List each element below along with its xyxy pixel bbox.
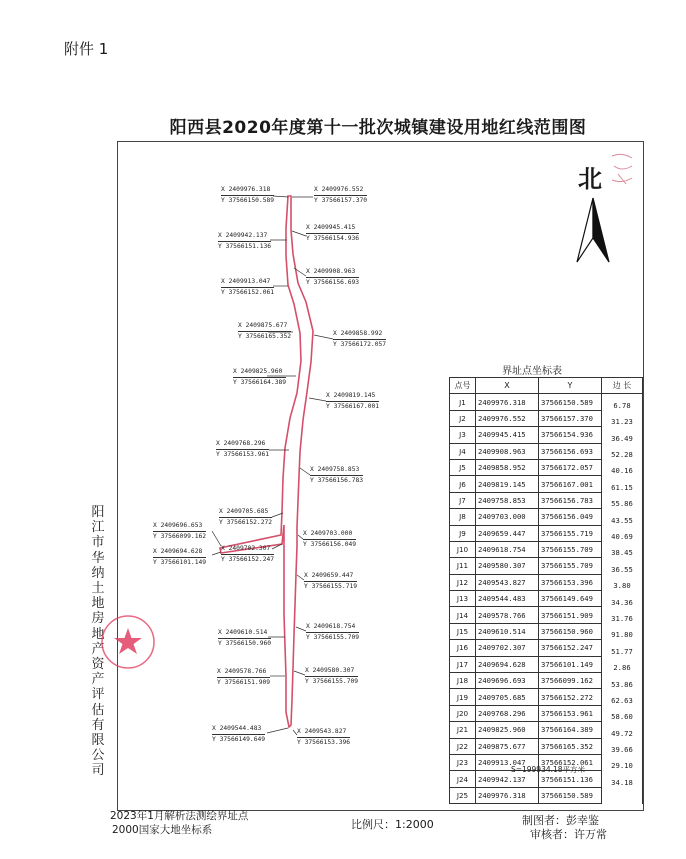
coord-label: X 2409908.963 Y 37566156.693 bbox=[306, 268, 360, 286]
area-label: S=199934.18平方米 bbox=[510, 765, 586, 774]
side-length-value: 6.78 bbox=[613, 401, 631, 411]
document-title: 阳西县2020年度第十一批次城镇建设用地红线范围图 bbox=[169, 118, 587, 138]
x-cell: 2409610.514 bbox=[476, 623, 539, 639]
point-cell: J13 bbox=[450, 591, 476, 607]
side-length-cell bbox=[602, 558, 643, 574]
point-cell: J24 bbox=[450, 771, 476, 787]
y-cell: 37566165.352 bbox=[539, 738, 602, 754]
point-cell: J8 bbox=[450, 509, 476, 525]
side-length-value: 40.16 bbox=[611, 466, 633, 476]
coord-label: X 2409825.960 Y 37566164.389 bbox=[233, 368, 287, 386]
side-length-value: 36.49 bbox=[611, 433, 633, 443]
side-length-cell bbox=[602, 591, 643, 607]
table-row bbox=[450, 459, 643, 475]
y-cell: 37566151.909 bbox=[539, 607, 602, 623]
side-length-cell bbox=[602, 623, 643, 639]
table-row bbox=[450, 787, 643, 803]
company-name: 阳 江 市 华 纳 土 地 房 地 产 资 产 评 估 有 限 公 司 bbox=[91, 505, 105, 779]
y-cell: 37566152.061 bbox=[539, 754, 602, 770]
side-length-value: 58.60 bbox=[611, 712, 633, 722]
table-row bbox=[450, 476, 643, 492]
point-cell: J20 bbox=[450, 705, 476, 721]
table-row bbox=[450, 738, 643, 754]
coord-label: X 2409758.853 Y 37566156.783 bbox=[310, 466, 364, 484]
north-arrow-icon bbox=[577, 198, 609, 262]
side-length-cell bbox=[602, 459, 643, 475]
table-row bbox=[450, 427, 643, 443]
x-cell: 2409945.415 bbox=[476, 427, 539, 443]
corner-stamp-icon bbox=[608, 150, 638, 190]
x-cell: 2409768.296 bbox=[476, 705, 539, 721]
table-row bbox=[450, 656, 643, 672]
x-cell: 2409659.447 bbox=[476, 525, 539, 541]
y-cell: 37566150.589 bbox=[539, 787, 602, 803]
coord-label: X 2409858.992 Y 37566172.057 bbox=[333, 330, 387, 348]
table-row bbox=[450, 525, 643, 541]
table-row bbox=[450, 492, 643, 508]
y-cell: 37566167.001 bbox=[539, 476, 602, 492]
coord-label: X 2409618.754 Y 37566155.709 bbox=[306, 623, 360, 641]
table-row bbox=[450, 623, 643, 639]
x-cell: 2409618.754 bbox=[476, 541, 539, 557]
table-row bbox=[450, 541, 643, 557]
col-header-point: 点号 bbox=[450, 378, 476, 394]
y-cell: 37566099.162 bbox=[539, 673, 602, 689]
col-header-y: Y bbox=[539, 378, 602, 394]
point-cell: J9 bbox=[450, 525, 476, 541]
x-cell: 2409543.827 bbox=[476, 574, 539, 590]
company-seal-icon bbox=[98, 612, 158, 672]
side-length-cell bbox=[602, 443, 643, 459]
x-cell: 2409825.960 bbox=[476, 722, 539, 738]
coord-label: X 2409875.677 Y 37566165.352 bbox=[238, 322, 292, 340]
y-cell: 37566156.693 bbox=[539, 443, 602, 459]
side-length-cell bbox=[602, 410, 643, 426]
table-row bbox=[450, 689, 643, 705]
coord-label: X 2409705.685 Y 37566152.272 bbox=[219, 508, 273, 526]
x-cell: 2409705.685 bbox=[476, 689, 539, 705]
side-length-value: 62.63 bbox=[611, 695, 633, 705]
side-length-value: 34.36 bbox=[611, 597, 633, 607]
scale-label: 比例尺：1:2000 bbox=[351, 818, 434, 831]
x-cell: 2409913.047 bbox=[476, 754, 539, 770]
point-cell: J16 bbox=[450, 640, 476, 656]
north-label: 北 bbox=[578, 165, 602, 193]
table-header-row bbox=[450, 378, 643, 394]
y-cell: 37566157.370 bbox=[539, 410, 602, 426]
x-cell: 2409580.307 bbox=[476, 558, 539, 574]
checker-label: 审核者：许万常 bbox=[530, 828, 607, 841]
side-length-value: 49.72 bbox=[611, 728, 633, 738]
side-length-value: 43.55 bbox=[611, 515, 633, 525]
side-length-cell bbox=[602, 607, 643, 623]
table-row bbox=[450, 509, 643, 525]
coord-label: X 2409703.000 Y 37566156.049 bbox=[303, 530, 357, 548]
y-cell: 37566152.272 bbox=[539, 689, 602, 705]
coordinate-table bbox=[449, 377, 643, 804]
side-length-value: 31.76 bbox=[611, 613, 633, 623]
side-length-value: 52.28 bbox=[611, 450, 633, 460]
coord-label: X 2409702.307 Y 37566152.247 bbox=[221, 545, 275, 563]
y-cell: 37566153.396 bbox=[539, 574, 602, 590]
table-row bbox=[450, 722, 643, 738]
x-cell: 2409976.318 bbox=[476, 394, 539, 410]
x-cell: 2409819.145 bbox=[476, 476, 539, 492]
x-cell: 2409942.137 bbox=[476, 771, 539, 787]
point-cell: J14 bbox=[450, 607, 476, 623]
coord-label: X 2409544.483 Y 37566149.649 bbox=[212, 725, 266, 743]
coord-label: X 2409694.628 Y 37566101.149 bbox=[153, 548, 207, 566]
side-length-value: 38.45 bbox=[611, 548, 633, 558]
y-cell: 37566155.709 bbox=[539, 558, 602, 574]
point-cell: J3 bbox=[450, 427, 476, 443]
table-row bbox=[450, 574, 643, 590]
side-length-value: 31.23 bbox=[611, 417, 633, 427]
coord-label: X 2409945.415 Y 37566154.936 bbox=[306, 224, 360, 242]
y-cell: 37566156.049 bbox=[539, 509, 602, 525]
x-cell: 2409908.963 bbox=[476, 443, 539, 459]
side-length-cell bbox=[602, 673, 643, 689]
col-header-side: 边 长 bbox=[602, 378, 643, 394]
point-cell: J19 bbox=[450, 689, 476, 705]
side-length-cell bbox=[602, 476, 643, 492]
side-length-value: 51.77 bbox=[611, 646, 633, 656]
y-cell: 37566153.961 bbox=[539, 705, 602, 721]
x-cell: 2409696.693 bbox=[476, 673, 539, 689]
table-row bbox=[450, 591, 643, 607]
side-length-value: 91.80 bbox=[611, 630, 633, 640]
y-cell: 37566154.936 bbox=[539, 427, 602, 443]
point-cell: J18 bbox=[450, 673, 476, 689]
point-cell: J7 bbox=[450, 492, 476, 508]
point-cell: J11 bbox=[450, 558, 476, 574]
coord-label: X 2409942.137 Y 37566151.136 bbox=[218, 232, 272, 250]
side-length-value: 3.80 bbox=[613, 581, 631, 591]
side-length-value: 29.10 bbox=[611, 761, 633, 771]
side-length-value: 61.15 bbox=[611, 482, 633, 492]
x-cell: 2409976.552 bbox=[476, 410, 539, 426]
y-cell: 37566164.389 bbox=[539, 722, 602, 738]
side-length-value: 40.69 bbox=[611, 532, 633, 542]
point-cell: J4 bbox=[450, 443, 476, 459]
coord-label: X 2409578.766 Y 37566151.909 bbox=[217, 668, 271, 686]
point-cell: J6 bbox=[450, 476, 476, 492]
col-header-x: X bbox=[476, 378, 539, 394]
y-cell: 37566149.649 bbox=[539, 591, 602, 607]
side-length-cell bbox=[602, 738, 643, 754]
coord-label: X 2409913.047 Y 37566152.061 bbox=[221, 278, 275, 296]
side-length-cell bbox=[602, 541, 643, 557]
attachment-label: 附件 1 bbox=[64, 40, 109, 58]
x-cell: 2409758.853 bbox=[476, 492, 539, 508]
table-row bbox=[450, 394, 643, 410]
coord-label: X 2409976.318 Y 37566150.589 bbox=[221, 186, 275, 204]
y-cell: 37566155.719 bbox=[539, 525, 602, 541]
point-cell: J21 bbox=[450, 722, 476, 738]
y-cell: 37566150.589 bbox=[539, 394, 602, 410]
coordinate-system-note: 2000国家大地坐标系 bbox=[112, 824, 213, 836]
side-length-cell bbox=[602, 656, 643, 672]
x-cell: 2409544.483 bbox=[476, 591, 539, 607]
y-cell: 37566152.247 bbox=[539, 640, 602, 656]
side-length-cell bbox=[602, 574, 643, 590]
x-cell: 2409858.952 bbox=[476, 459, 539, 475]
coord-label: X 2409976.552 Y 37566157.370 bbox=[314, 186, 368, 204]
y-cell: 37566151.136 bbox=[539, 771, 602, 787]
coord-label: X 2409696.653 Y 37566099.162 bbox=[153, 522, 207, 540]
side-length-cell bbox=[602, 492, 643, 508]
x-cell: 2409976.318 bbox=[476, 787, 539, 803]
coord-label: X 2409580.307 Y 37566155.709 bbox=[305, 667, 359, 685]
point-cell: J10 bbox=[450, 541, 476, 557]
side-length-cell bbox=[602, 640, 643, 656]
table-body bbox=[450, 394, 643, 804]
table-row bbox=[450, 640, 643, 656]
table-row bbox=[450, 673, 643, 689]
side-length-cell bbox=[602, 509, 643, 525]
drawer-label: 制图者：彭幸鉴 bbox=[522, 814, 599, 827]
survey-method-note: 2023年1月解析法测绘界址点 bbox=[110, 810, 249, 822]
table-row bbox=[450, 558, 643, 574]
y-cell: 37566156.783 bbox=[539, 492, 602, 508]
x-cell: 2409875.677 bbox=[476, 738, 539, 754]
side-length-value: 36.55 bbox=[611, 564, 633, 574]
table-row bbox=[450, 443, 643, 459]
side-length-cell bbox=[602, 705, 643, 721]
side-length-value: 2.86 bbox=[613, 663, 631, 673]
table-row bbox=[450, 607, 643, 623]
coord-label: X 2409768.296 Y 37566153.961 bbox=[216, 440, 270, 458]
point-cell: J12 bbox=[450, 574, 476, 590]
point-cell: J2 bbox=[450, 410, 476, 426]
table-title: 界址点坐标表 bbox=[502, 366, 562, 377]
x-cell: 2409578.766 bbox=[476, 607, 539, 623]
table-row bbox=[450, 410, 643, 426]
side-length-value: 39.66 bbox=[611, 745, 633, 755]
coord-label: X 2409819.145 Y 37566167.001 bbox=[326, 392, 380, 410]
point-cell: J1 bbox=[450, 394, 476, 410]
side-length-value: 55.86 bbox=[611, 499, 633, 509]
x-cell: 2409702.307 bbox=[476, 640, 539, 656]
point-cell: J22 bbox=[450, 738, 476, 754]
point-cell: J17 bbox=[450, 656, 476, 672]
coord-label: X 2409543.827 Y 37566153.396 bbox=[297, 728, 351, 746]
side-length-value: 53.86 bbox=[611, 679, 633, 689]
point-cell: J5 bbox=[450, 459, 476, 475]
y-cell: 37566150.960 bbox=[539, 623, 602, 639]
side-length-cell bbox=[602, 787, 643, 803]
coord-label: X 2409659.447 Y 37566155.719 bbox=[304, 572, 358, 590]
side-length-cell bbox=[602, 722, 643, 738]
x-cell: 2409694.628 bbox=[476, 656, 539, 672]
y-cell: 37566101.149 bbox=[539, 656, 602, 672]
side-length-cell bbox=[602, 525, 643, 541]
side-length-value: 34.18 bbox=[611, 777, 633, 787]
y-cell: 37566155.709 bbox=[539, 541, 602, 557]
point-cell: J25 bbox=[450, 787, 476, 803]
side-length-cell bbox=[602, 394, 643, 410]
table-row bbox=[450, 705, 643, 721]
x-cell: 2409703.000 bbox=[476, 509, 539, 525]
side-length-cell bbox=[602, 689, 643, 705]
coord-label: X 2409610.514 Y 37566150.960 bbox=[218, 629, 272, 647]
y-cell: 37566172.057 bbox=[539, 459, 602, 475]
side-length-cell bbox=[602, 427, 643, 443]
point-cell: J23 bbox=[450, 754, 476, 770]
point-cell: J15 bbox=[450, 623, 476, 639]
